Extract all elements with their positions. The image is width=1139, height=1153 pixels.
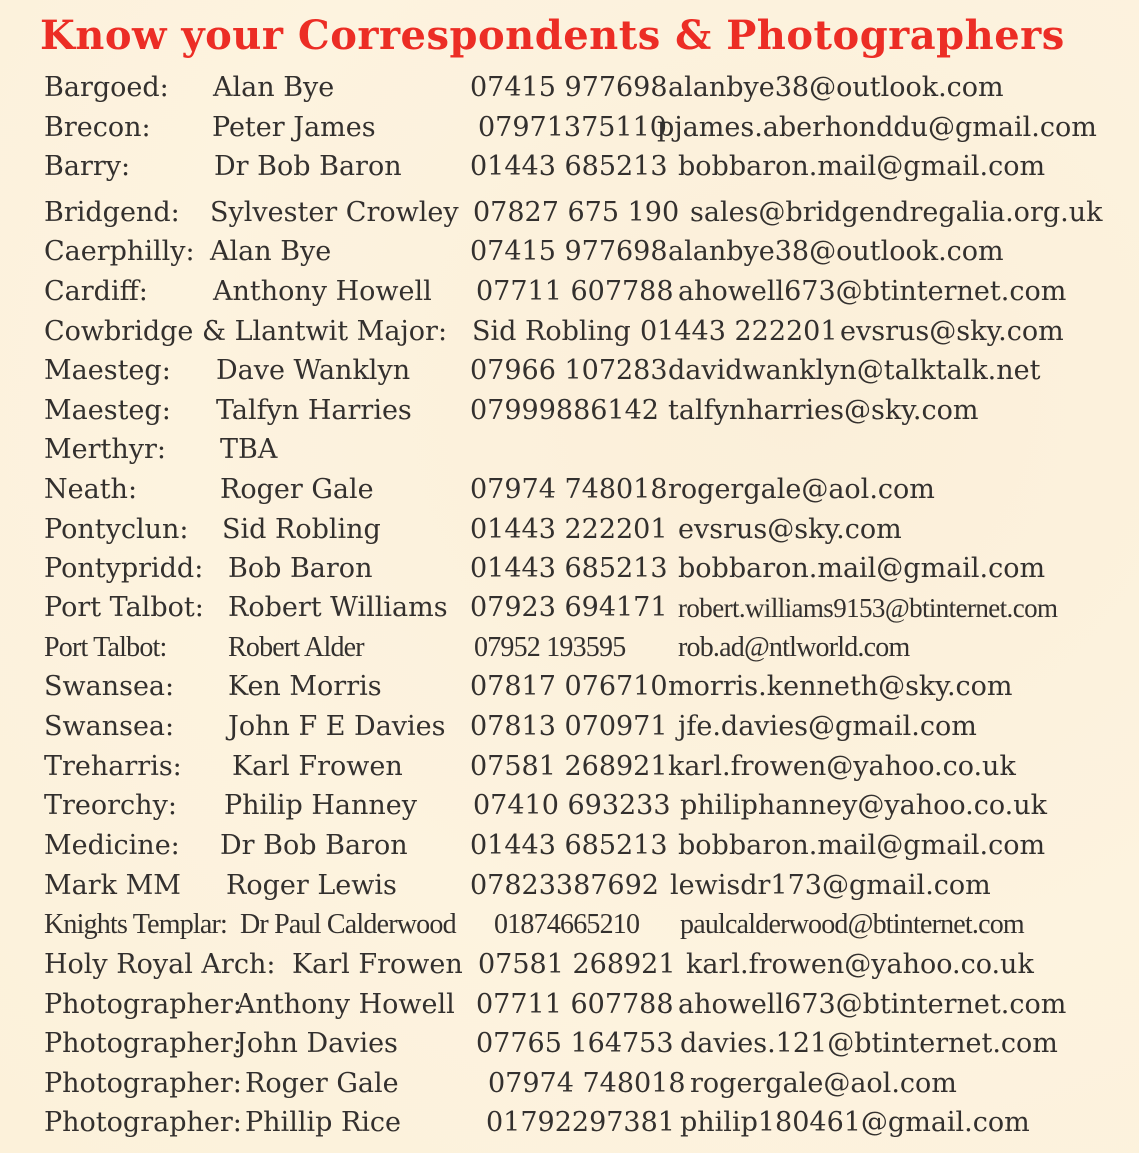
- phone: 01443 685213: [470, 830, 668, 861]
- email: rob.ad@ntlworld.com: [678, 632, 910, 663]
- phone: 07581 268921: [478, 949, 676, 980]
- list-item: [0, 1066, 1139, 1102]
- phone: 07765 164753: [476, 1028, 674, 1059]
- name: Robert Williams: [228, 592, 448, 623]
- phone: 07923 694171: [470, 592, 668, 623]
- area: Barry:: [44, 151, 131, 182]
- phone: 07415 977698: [470, 72, 668, 103]
- area: Port Talbot:: [44, 592, 204, 623]
- list-item: [0, 472, 1139, 508]
- phone: 07999886142: [470, 395, 659, 426]
- name: Talfyn Harries: [216, 395, 412, 426]
- area: Swansea:: [44, 711, 175, 742]
- email: robert.williams9153@btinternet.com: [678, 593, 1058, 623]
- name: Peter James: [212, 112, 376, 143]
- email: pjames.aberhonddu@gmail.com: [657, 112, 1097, 143]
- list-item: [0, 1105, 1139, 1141]
- list-item: [0, 590, 1139, 626]
- name: John F E Davies: [228, 711, 446, 742]
- name: Sid Robling: [222, 514, 381, 545]
- area: Neath:: [44, 474, 138, 505]
- email: philiphanney@yahoo.co.uk: [680, 790, 1047, 821]
- area: Photographer:: [44, 1028, 242, 1059]
- name: Anthony Howell: [236, 989, 455, 1020]
- area: Holy Royal Arch:: [44, 949, 276, 980]
- area: Caerphilly:: [44, 236, 195, 267]
- email: evsrus@sky.com: [678, 514, 902, 545]
- phone: 07817 076710: [470, 671, 668, 702]
- name: Bob Baron: [228, 553, 373, 584]
- phone: 01443 222201: [470, 514, 668, 545]
- phone: 07974 748018: [470, 474, 668, 505]
- list-item: [0, 709, 1139, 745]
- name: Roger Lewis: [226, 870, 397, 901]
- list-item: [0, 630, 1139, 666]
- area: Bargoed:: [44, 72, 169, 103]
- name: TBA: [220, 434, 278, 465]
- email: davidwanklyn@talktalk.net: [668, 355, 1041, 386]
- phone: 01874665210: [494, 909, 640, 940]
- name: Alan Bye: [210, 236, 332, 267]
- area: Maesteg:: [44, 395, 171, 426]
- email: sales@bridgendregalia.org.uk: [690, 197, 1103, 228]
- name: Dr Paul Calderwood: [240, 909, 456, 940]
- list-item: [0, 788, 1139, 824]
- area: Mark MM: [44, 870, 181, 901]
- phone: 07415 977698: [470, 236, 668, 267]
- phone: 07827 675 190: [473, 197, 680, 228]
- list-item: [0, 393, 1139, 429]
- area: Merthyr:: [44, 434, 167, 465]
- list-item: [0, 432, 1139, 468]
- email: rogergale@aol.com: [690, 1068, 957, 1099]
- email: bobbaron.mail@gmail.com: [678, 151, 1046, 182]
- area: Photographer:: [44, 989, 242, 1020]
- email: karl.frowen@yahoo.co.uk: [668, 751, 1016, 782]
- name: Dr Bob Baron: [220, 830, 408, 861]
- phone: 07410 693233: [473, 790, 671, 821]
- email: jfe.davies@gmail.com: [678, 711, 977, 742]
- area: Port Talbot:: [44, 632, 167, 663]
- name: Anthony Howell: [213, 276, 432, 307]
- email: karl.frowen@yahoo.co.uk: [686, 949, 1034, 980]
- name: Karl Frowen: [232, 751, 403, 782]
- list-item: [0, 828, 1139, 864]
- list-item: [0, 669, 1139, 705]
- area: Cardiff:: [44, 276, 148, 307]
- email: ahowell673@btinternet.com: [678, 276, 1067, 307]
- area: Medicine:: [44, 830, 180, 861]
- name: Dave Wanklyn: [216, 355, 411, 386]
- phone: 01443 222201: [640, 316, 838, 347]
- phone: 01792297381: [486, 1107, 675, 1138]
- name: Karl Frowen: [292, 949, 463, 980]
- email: ahowell673@btinternet.com: [678, 989, 1067, 1020]
- area: Pontypridd:: [44, 553, 204, 584]
- list-item: [0, 110, 1139, 146]
- area: Treharris:: [44, 751, 182, 782]
- area: Pontyclun:: [44, 514, 189, 545]
- name: Philip Hanney: [224, 790, 417, 821]
- email: bobbaron.mail@gmail.com: [678, 553, 1046, 584]
- name: Roger Gale: [245, 1068, 399, 1099]
- area: Photographer:: [44, 1107, 242, 1138]
- phone: 01443 685213: [470, 553, 668, 584]
- name: Phillip Rice: [245, 1107, 402, 1138]
- email: philip180461@gmail.com: [680, 1107, 1030, 1138]
- email: paulcalderwood@btinternet.com: [680, 909, 1024, 940]
- list-item: [0, 1026, 1139, 1062]
- name: Roger Gale: [220, 474, 374, 505]
- area: Knights Templar:: [44, 909, 228, 940]
- phone: 07711 607788: [476, 276, 674, 307]
- name: Dr Bob Baron: [214, 151, 402, 182]
- list-item: [0, 868, 1139, 904]
- name: Sylvester Crowley: [210, 197, 459, 228]
- list-item: [0, 551, 1139, 587]
- phone: 07974 748018: [488, 1068, 686, 1099]
- phone: 07952 193595: [474, 632, 626, 663]
- email: morris.kenneth@sky.com: [668, 671, 1013, 702]
- area: Maesteg:: [44, 355, 171, 386]
- phone: 07813 070971: [470, 711, 668, 742]
- phone: 01443 685213: [470, 151, 668, 182]
- email: rogergale@aol.com: [668, 474, 935, 505]
- phone: 07966 107283: [470, 355, 668, 386]
- list-item: [0, 749, 1139, 785]
- list-item: [0, 274, 1139, 310]
- phone: 07581 268921: [470, 751, 668, 782]
- list-item: [0, 234, 1139, 270]
- list-item: [0, 195, 1139, 231]
- area: Bridgend:: [44, 197, 180, 228]
- area: Swansea:: [44, 671, 175, 702]
- list-item: [0, 512, 1139, 548]
- list-item: [0, 353, 1139, 389]
- phone: 07823387692: [470, 870, 659, 901]
- phone: 07971375110: [478, 112, 667, 143]
- list-item: [0, 314, 1139, 350]
- name: Ken Morris: [228, 671, 382, 702]
- list-item: [0, 149, 1139, 185]
- name: John Davies: [236, 1028, 398, 1059]
- name: Alan Bye: [213, 72, 335, 103]
- area: Photographer:: [44, 1068, 242, 1099]
- email: lewisdr173@gmail.com: [670, 870, 991, 901]
- email: alanbye38@outlook.com: [668, 236, 1004, 267]
- list-item: [0, 70, 1139, 106]
- email: davies.121@btinternet.com: [680, 1028, 1058, 1059]
- name: Robert Alder: [228, 632, 364, 663]
- area: Treorchy:: [44, 790, 177, 821]
- name: Sid Robling: [472, 316, 631, 347]
- area: Cowbridge & Llantwit Major:: [44, 316, 448, 347]
- email: evsrus@sky.com: [840, 316, 1064, 347]
- list-item: [0, 907, 1139, 943]
- area: Brecon:: [44, 112, 151, 143]
- phone: 07711 607788: [476, 989, 674, 1020]
- email: alanbye38@outlook.com: [668, 72, 1004, 103]
- list-item: [0, 947, 1139, 983]
- list-item: [0, 987, 1139, 1023]
- email: talfynharries@sky.com: [668, 395, 979, 426]
- page-title: Know your Correspondents & Photographers: [40, 12, 1065, 59]
- email: bobbaron.mail@gmail.com: [678, 830, 1046, 861]
